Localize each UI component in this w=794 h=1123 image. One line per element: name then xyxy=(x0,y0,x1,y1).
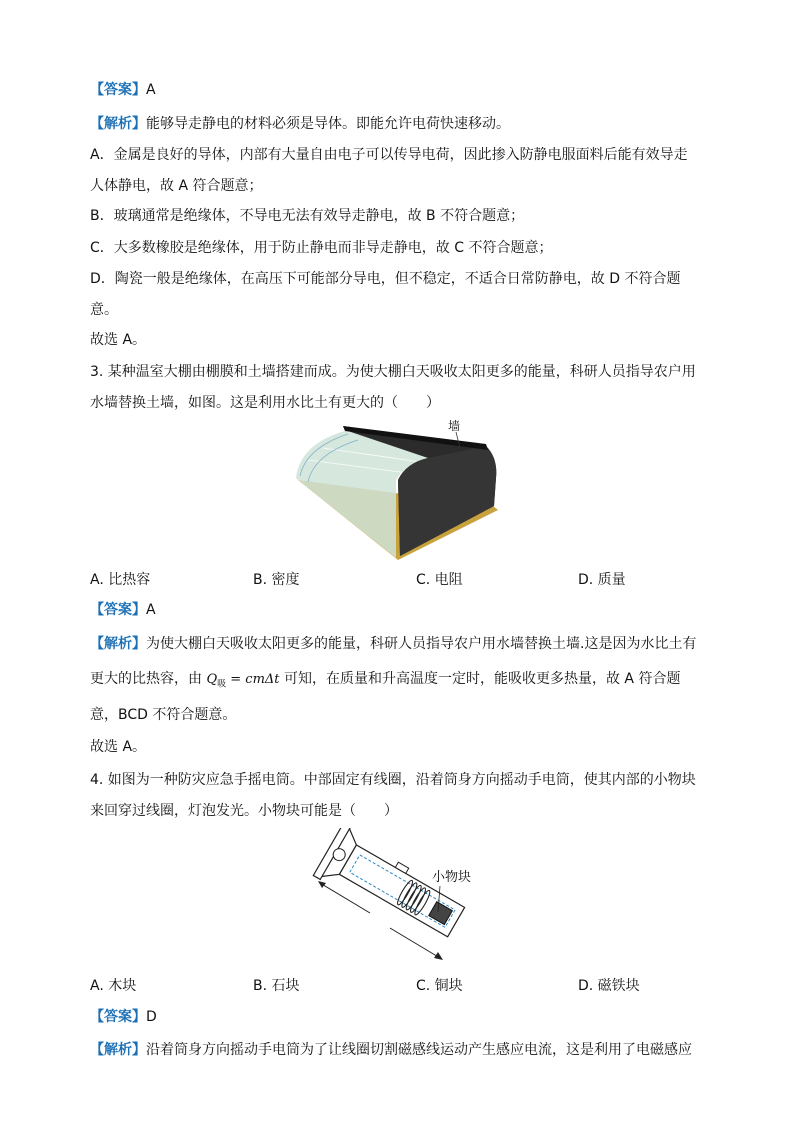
q3-analysis xyxy=(90,634,696,654)
analysis-text: 更大的比热容，由 xyxy=(90,671,202,687)
q3-option-b: B. 密度 xyxy=(253,572,300,588)
q4-option-c: C. 铜块 xyxy=(416,978,463,994)
answer-tag: 【答案】 xyxy=(90,82,146,98)
q4-analysis xyxy=(90,1040,692,1060)
q3-option-a: A. 比热容 xyxy=(90,572,151,588)
flashlight-figure xyxy=(310,828,485,963)
flashlight-illustration xyxy=(310,828,485,963)
q2-conclusion: 故选 A。 xyxy=(90,332,147,348)
heat-formula: $Q_吸 = cm\Delta t$ xyxy=(206,672,280,690)
answer-value: A xyxy=(146,82,156,98)
q2-line: 人体静电，故 A 符合题意； xyxy=(90,178,263,194)
q4-option-d: D. 磁铁块 xyxy=(578,978,640,994)
q3-option-d: D. 质量 xyxy=(578,572,626,588)
block-label: 小物块 xyxy=(432,870,472,885)
q2-line: C．大多数橡胶是绝缘体，用于防止静电而非导走静电，故 C 不符合题意； xyxy=(90,240,553,256)
q3-option-c: C. 电阻 xyxy=(416,572,463,588)
q4-stem-line1: 4. 如图为一种防灾应急手摇电筒。中部固定有线圈，沿着筒身方向摇动手电筒，使其内部的小物块 xyxy=(90,772,696,788)
q3-analysis-line3: 意，BCD 不符合题意。 xyxy=(90,707,237,723)
analysis-tag: 【解析】 xyxy=(90,1042,146,1058)
answer-value: D xyxy=(146,1009,157,1025)
q3-stem-line1: 3. 某种温室大棚由棚膜和土墙搭建而成。为使大棚白天吸收太阳更多的能量，科研人员指导农户用 xyxy=(90,364,696,380)
q2-answer xyxy=(90,80,156,100)
q4-option-b: B. 石块 xyxy=(253,978,300,994)
analysis-tag: 【解析】 xyxy=(90,636,146,652)
q3-stem-line2: 水墙替换土墙，如图。这是利用水比土有更大的（ ） xyxy=(90,395,440,411)
q2-line: 意。 xyxy=(90,302,118,318)
q4-answer xyxy=(90,1007,157,1027)
analysis-text: 沿着筒身方向摇动手电筒为了让线圈切割磁感线运动产生感应电流，这是利用了电磁感应 xyxy=(146,1042,692,1058)
q4-stem-line2: 来回穿过线圈，灯泡发光。小物块可能是（ ） xyxy=(90,803,398,819)
greenhouse-illustration xyxy=(288,418,508,563)
analysis-text: 可知，在质量和升高温度一定时，能吸收更多热量，故 A 符合题 xyxy=(283,671,681,687)
q2-line: A．金属是良好的导体，内部有大量自由电子可以传导电荷，因此掺入防静电服面料后能有效导走 xyxy=(90,147,688,163)
greenhouse-figure xyxy=(288,418,508,563)
q3-conclusion: 故选 A。 xyxy=(90,739,147,755)
analysis-text: 为使大棚白天吸收太阳更多的能量，科研人员指导农户用水墙替换土墙.这是因为水比土有 xyxy=(146,636,697,652)
wall-label: 墙 xyxy=(448,419,461,433)
analysis-text: 能够导走静电的材料必须是导体。即能允许电荷快速移动。 xyxy=(146,116,510,132)
q3-answer xyxy=(90,600,156,620)
q2-line: B．玻璃通常是绝缘体，不导电无法有效导走静电，故 B 不符合题意； xyxy=(90,208,525,224)
q3-analysis-line2 xyxy=(90,669,680,695)
answer-value: A xyxy=(146,602,156,618)
answer-tag: 【答案】 xyxy=(90,602,146,618)
q4-option-a: A. 木块 xyxy=(90,978,137,994)
q2-analysis xyxy=(90,114,510,134)
analysis-tag: 【解析】 xyxy=(90,116,146,132)
answer-tag: 【答案】 xyxy=(90,1009,146,1025)
q2-line: D．陶瓷一般是绝缘体，在高压下可能部分导电，但不稳定，不适合日常防静电，故 D 不符合题 xyxy=(90,271,681,287)
